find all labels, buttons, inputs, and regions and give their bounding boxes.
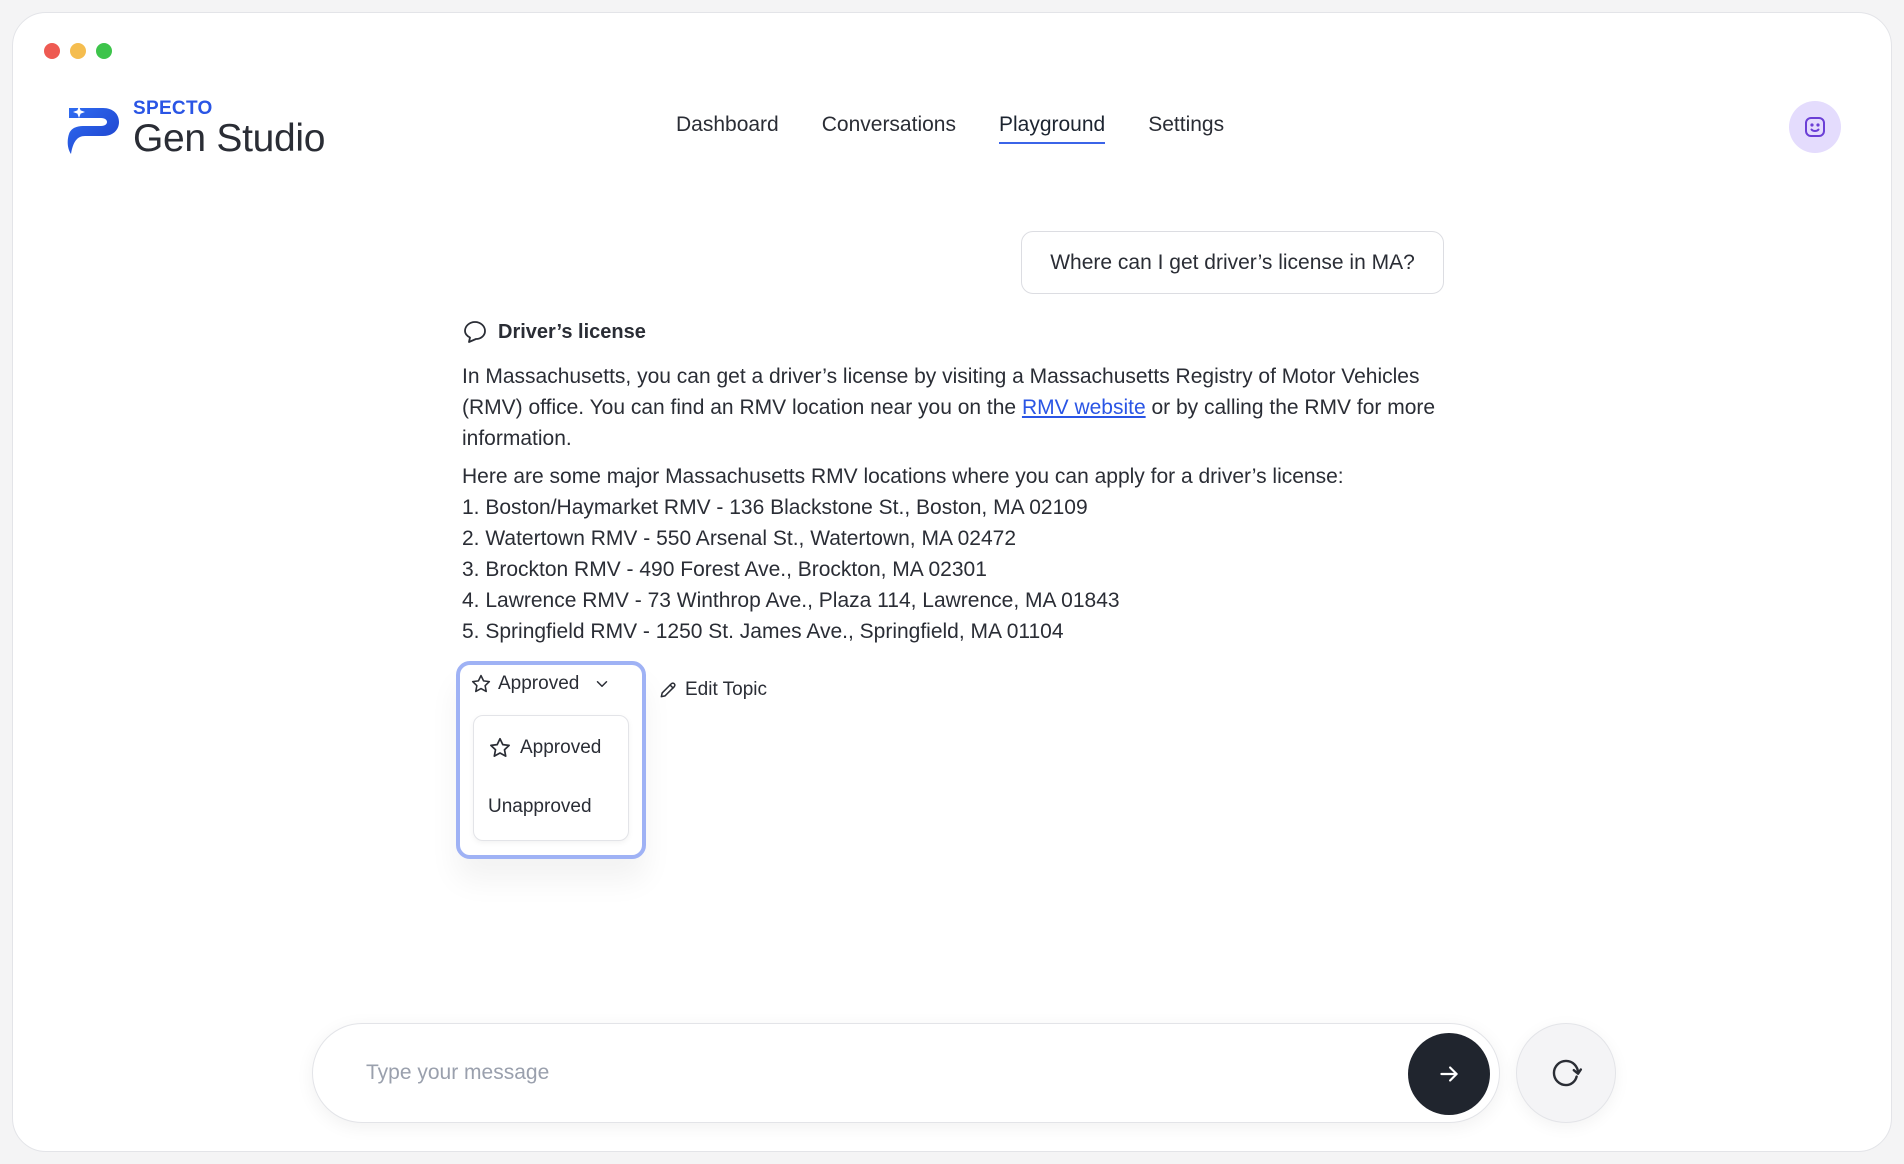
menu-item-label: Unapproved (488, 796, 592, 817)
message-composer (312, 1023, 1500, 1123)
close-window-button[interactable] (44, 43, 60, 59)
edit-topic-button[interactable] (658, 679, 767, 701)
refresh-icon (1549, 1056, 1583, 1090)
approval-status-dropdown (456, 661, 646, 859)
approval-status-value: Approved (498, 673, 580, 694)
approval-status-menu (473, 715, 629, 841)
nav-playground[interactable]: Playground (999, 113, 1105, 143)
assistant-response (462, 319, 1452, 647)
locations-list (462, 492, 1452, 647)
nav-conversations[interactable]: Conversations (821, 113, 956, 136)
minimize-window-button[interactable] (70, 43, 86, 59)
user-message-text: Where can I get driver’s license in MA? (1050, 250, 1415, 274)
window-controls (44, 43, 112, 59)
menu-item-unapproved[interactable] (488, 796, 592, 818)
intro-text: In Massachusetts, you can get a driver’s license by visiting a Massachusetts Registry of Motor Vehicles (RMV) office. You can find an RMV location near you on the (462, 365, 1420, 419)
list-item: 4. Lawrence RMV - 73 Winthrop Ave., Plaza 114, Lawrence, MA 01843 (462, 589, 1120, 612)
menu-item-label: Approved (520, 737, 602, 758)
product-name: Gen Studio (133, 117, 326, 160)
star-icon (488, 736, 512, 760)
chevron-down-icon (593, 675, 611, 693)
topic-title: Driver’s license (498, 320, 646, 343)
star-icon (470, 673, 492, 695)
maximize-window-button[interactable] (96, 43, 112, 59)
pencil-icon (658, 680, 678, 700)
message-input[interactable] (366, 1052, 1346, 1094)
app-window (12, 12, 1892, 1152)
response-intro (462, 361, 1452, 454)
list-item: 3. Brockton RMV - 490 Forest Ave., Brockton, MA 02301 (462, 558, 987, 581)
main-nav (676, 113, 1224, 143)
arrow-right-icon (1436, 1061, 1462, 1087)
app-logo[interactable] (63, 99, 325, 159)
list-item: 1. Boston/Haymarket RMV - 136 Blackstone St., Boston, MA 02109 (462, 496, 1088, 519)
menu-item-approved[interactable] (488, 736, 601, 760)
user-avatar-button[interactable] (1789, 101, 1841, 153)
user-message-bubble (1021, 231, 1444, 294)
brand-name: SPECTO (133, 98, 213, 119)
list-item: 2. Watertown RMV - 550 Arsenal St., Watertown, MA 02472 (462, 527, 1017, 550)
list-item: 5. Springfield RMV - 1250 St. James Ave., Springfield, MA 01104 (462, 620, 1064, 643)
chat-bubble-icon (462, 319, 488, 345)
nav-settings[interactable]: Settings (1148, 113, 1225, 136)
approval-status-trigger[interactable] (470, 673, 611, 695)
intro-text-end: or by calling the RMV for more information. (462, 396, 1436, 450)
nav-dashboard[interactable]: Dashboard (676, 113, 779, 136)
send-button[interactable] (1408, 1033, 1490, 1115)
reset-conversation-button[interactable] (1516, 1023, 1616, 1123)
smiley-icon (1803, 115, 1827, 139)
list-intro: Here are some major Massachusetts RMV locations where you can apply for a driver’s license: (462, 465, 1344, 488)
topic-header (462, 319, 1452, 345)
rmv-website-link[interactable]: RMV website (1021, 396, 1146, 419)
specto-logo-icon (63, 100, 121, 158)
edit-topic-label: Edit Topic (685, 679, 768, 700)
